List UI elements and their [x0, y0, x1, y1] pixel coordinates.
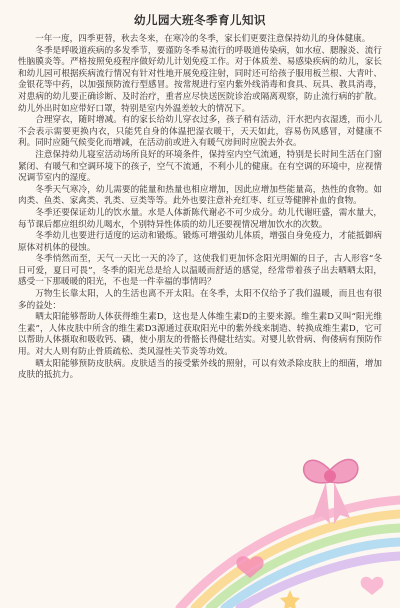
page-title: 幼儿园大班冬季育儿知识 — [134, 13, 266, 27]
paragraph: 冬季幼儿也要进行适度的运动和锻炼。锻炼可增强幼儿体质，增强自身免疫力，才能抵御病原体对机体的侵蚀。 — [18, 231, 382, 253]
paragraph: 合理穿衣，随时增减。有的家长给幼儿穿衣过多，孩子稍有活动，汗水把内衣湿透，而小儿不会表示需要更换内衣，只能凭自身的体温把湿衣暖干，天天如此，容易伤风感冒，对健康不利。同时应随气候变化而增减，在活动前或进入有暖气房间时应脱去外衣。 — [18, 115, 382, 149]
paragraph: 冬季悄然而至，天气一天比一天的冷了，这使我们更加怀念阳光明媚的日子，古人形容“冬日可爱，夏日可畏”，冬季的阳光总是给人以温暖而舒适的感觉，经常带着孩子出去晒晒太阳，感受一下那暖暖的阳光，不也是一件幸福的事情吗？ — [18, 254, 382, 288]
heart-icon — [361, 577, 384, 595]
heart-icon — [236, 556, 263, 578]
paragraph: 注意保持幼儿寝室活动场所良好的环境条件，保持室内空气流通，特别是长时间生活在门窗紧闭、有暖气和空调环境下的孩子，空气不流通，不利小儿的健康。在有空调的环境中，应视情况调节室内的湿度。 — [18, 149, 382, 184]
paragraph: 冬季是呼吸道疾病的多发季节，要谨防冬季易流行的呼吸道传染病，如水痘、腮腺炎、流行性脑膜炎等。严格按照免疫程序做好幼儿计划免疫工作。对于体质差、易感染疾病的幼儿，家长和幼儿园可根据疾病流行情况有针对性地开展免疫注射，同时还可给孩子服用板兰根、大青叶、金银花等中药，以加强预防流行型感冒。按常规进行室内紫外线消毒和食具、玩具、教具消毒，对患病的幼儿要正确诊断、及时治疗，重者应尽快送医院诊治或隔离观察，防止流行病的扩散。幼儿外出时如应带好口罩，特别是室内外温差较大的情况下。 — [18, 45, 382, 114]
article-body — [18, 34, 382, 382]
paragraph: 冬季天气寒冷，幼儿需要的能量和热量也相应增加，因此应增加些能量高，热性的食物。如肉类、鱼类、家禽类、乳类、豆类等等。此外也要注意补充红枣、红豆等健脾补血的食物。 — [18, 184, 382, 207]
star-icon — [280, 590, 300, 608]
paragraph: 晒太阳能够预防皮肤病。皮肤适当的接受紫外线的照射，可以有效杀除皮肤上的细菌，增加皮肤的抵抗力。 — [18, 358, 382, 381]
paragraph: 晒太阳能够帮助人体获得维生素D，这也是人体维生素D的主要来源。维生素D又叫“阳光维生素”，人体皮肤中所含的维生素D3源通过获取阳光中的紫外线来制造、转换成维生素D，它可以帮助人体摄取和吸收钙、磷，使小朋友的骨骼长得健壮结实。对婴儿软骨病、佝偻病有预防作用。对大人则有防止骨质疏松、类风湿性关节炎等功效。 — [18, 312, 382, 358]
paragraph: 万物生长靠太阳，人的生活也离不开太阳。在冬季，太阳不仅给予了我们温暖，而且也有很多的益处： — [18, 289, 382, 311]
ribbon-bow-icon — [304, 459, 358, 524]
paragraph: 一年一度，四季更替，秋去冬来，在寒冷的冬季，家长们更要注意保持幼儿的身体健康。 — [35, 34, 371, 44]
paragraph: 冬季还要保证幼儿的饮水量。水是人体新陈代谢必不可少成分。幼儿代谢旺盛，需水量大，每节课后都应组织幼儿喝水，个别特异性体质的幼儿还要视情况增加饮水的次数。 — [18, 207, 382, 230]
